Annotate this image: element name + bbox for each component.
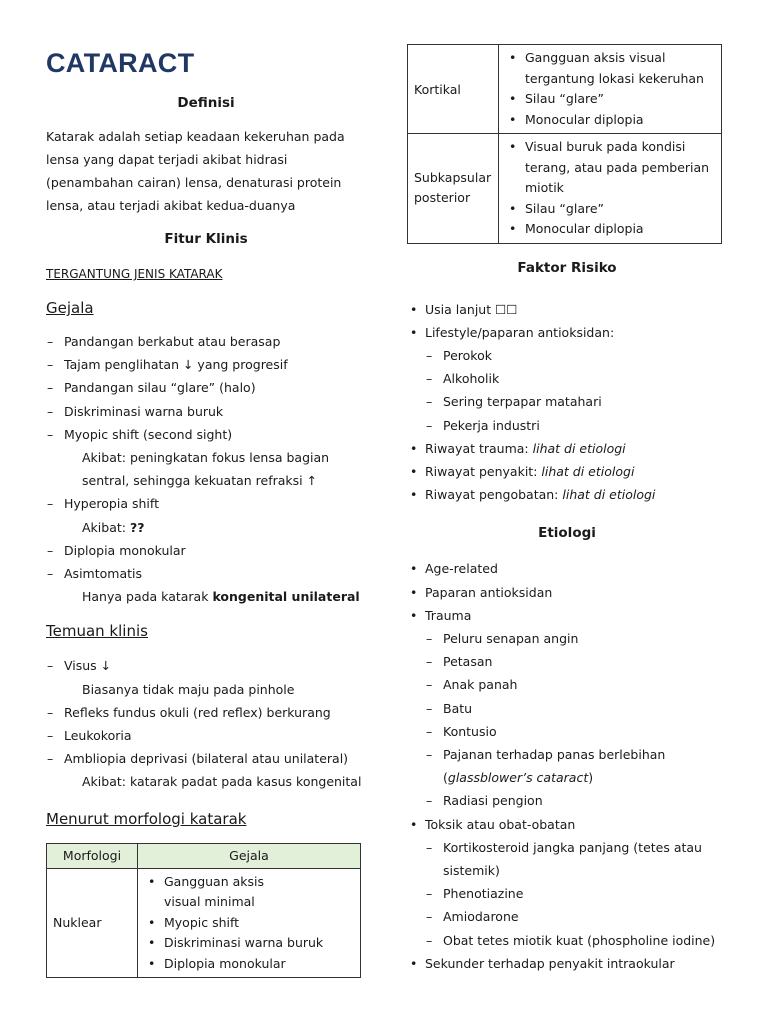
hyperopia-note — [46, 516, 366, 539]
faktor-risiko-list — [407, 298, 727, 507]
list-item: – Leukokoria — [46, 724, 366, 747]
nuklear-label: Nuklear — [47, 868, 138, 978]
subkapsular-label-1: Subkapsular — [414, 170, 492, 186]
hyperopia-note-bold: ?? — [129, 519, 145, 535]
trauma-sublist — [425, 627, 727, 813]
list-item: • Visual buruk pada kondisi terang, atau pada pemberian miotik — [507, 137, 715, 199]
usia-text: • Usia lanjut ☐☐ — [425, 298, 727, 321]
list-item — [425, 743, 727, 789]
list-item: – Kontusio — [425, 720, 727, 743]
pajanan-ital: glassblower’s cataract — [447, 770, 589, 786]
list-item: – Sering terpapar matahari — [425, 390, 727, 413]
morfologi-table — [46, 843, 361, 979]
right-column — [407, 44, 727, 975]
list-item: – Batu — [425, 697, 727, 720]
list-item: • Silau “glare” — [507, 89, 717, 110]
riwayat-pengobatan — [425, 483, 727, 506]
col-gejala-header: Gejala — [138, 843, 361, 868]
trauma-ital: lihat di etiologi — [532, 440, 626, 456]
gejala-list — [46, 330, 366, 608]
list-item: • Gangguan aksis visual tergantung lokasi kekeruhan — [507, 48, 710, 89]
ambliopia-note: Akibat: katarak padat pada kasus kongenital — [82, 774, 362, 790]
list-item — [407, 483, 727, 506]
list-item: • Diplopia monokular — [146, 954, 356, 975]
table-row — [47, 868, 361, 978]
asim-note-bold: kongenital unilateral — [212, 589, 360, 605]
list-item: • Monocular diplopia — [507, 110, 717, 131]
list-item: – Pandangan silau “glare” (halo) — [46, 376, 366, 399]
list-item — [425, 836, 727, 882]
subkapsular-gejala — [499, 134, 722, 244]
list-item: – Diskriminasi warna buruk — [46, 400, 366, 423]
kortikal-gejala — [499, 45, 722, 134]
list-item: – Refleks fundus okuli (red reflex) berkurang — [46, 701, 366, 724]
riwayat-trauma — [425, 437, 727, 460]
list-item: – Myopic shift (second sight) — [46, 423, 366, 446]
toksik-text: • Toksik atau obat-obatan — [425, 813, 727, 836]
list-item: • Diskriminasi warna buruk — [146, 933, 356, 954]
list-item — [407, 581, 727, 604]
age-related-text: • Age-related — [425, 557, 727, 580]
list-item — [407, 460, 727, 483]
list-item: • Gangguan aksis visual minimal — [146, 872, 294, 913]
kortikal-label: Kortikal — [408, 45, 499, 134]
tergantung-jenis-label: TERGANTUNG JENIS KATARAK — [46, 267, 223, 281]
list-item: – Asimtomatis — [46, 562, 366, 585]
paparan-text: • Paparan antioksidan — [425, 581, 727, 604]
subkapsular-label — [408, 134, 499, 244]
list-item: • Monocular diplopia — [507, 219, 717, 240]
fitur-klinis-heading: Fitur Klinis — [164, 231, 248, 247]
col-morfologi-header: Morfologi — [47, 843, 138, 868]
hyperopia-note-prefix: Akibat: — [82, 519, 130, 535]
temuan-klinis-heading: Temuan klinis — [46, 622, 148, 641]
list-item — [407, 321, 727, 437]
list-item: – Pekerja industri — [425, 414, 727, 437]
lifestyle-sublist — [425, 344, 727, 437]
pajanan-close: ) — [588, 770, 594, 786]
faktor-risiko-heading: Faktor Risiko — [517, 259, 617, 276]
list-item: – Hyperopia shift — [46, 492, 366, 515]
pajanan-open: ( — [443, 770, 448, 786]
page-title: CATARACT — [46, 48, 195, 78]
list-item: – Tajam penglihatan ↓ yang progresif — [46, 353, 366, 376]
list-item — [407, 557, 727, 580]
asim-note-prefix: Hanya pada katarak — [82, 589, 213, 605]
subkapsular-label-2: posterior — [414, 190, 471, 206]
gejala-heading: Gejala — [46, 299, 94, 317]
list-item: – Phenotiazine — [425, 882, 727, 905]
list-item: – Peluru senapan angin — [425, 627, 727, 650]
asimtomatis-note — [46, 585, 366, 608]
pengobatan-prefix: Riwayat pengobatan: — [425, 487, 563, 503]
penyakit-prefix: Riwayat penyakit: — [425, 463, 542, 479]
morfologi-table-continued — [407, 44, 722, 244]
list-item: – Ambliopia deprivasi (bilateral atau unilateral) — [46, 747, 366, 770]
etiologi-list — [407, 557, 727, 975]
pajanan-line-1: – Pajanan terhadap panas berlebihan — [443, 746, 666, 762]
trauma-prefix: Riwayat trauma: — [425, 440, 533, 456]
pajanan-line-2 — [443, 766, 727, 789]
morfologi-heading: Menurut morfologi katarak — [46, 809, 247, 828]
list-item: – Radiasi pengion — [425, 789, 727, 812]
list-item: – Alkoholik — [425, 367, 727, 390]
table-row — [408, 134, 722, 244]
list-item: – Amiodarone — [425, 905, 727, 928]
kortiko-line-2: sistemik) — [443, 862, 500, 878]
pengobatan-ital: lihat di etiologi — [562, 487, 656, 503]
list-item: – Visus ↓ — [46, 654, 366, 677]
list-item — [407, 604, 727, 813]
list-item: – Petasan — [425, 650, 727, 673]
penyakit-ital: lihat di etiologi — [541, 463, 635, 479]
temuan-list — [46, 654, 366, 793]
toksik-sublist — [425, 836, 727, 952]
definisi-text: Katarak adalah setiap keadaan kekeruhan pada lensa yang dapat terjadi akibat hidrasi (penambahan cairan) lensa, denaturasi protein lensa, atau terjadi akibat kedua-duanya — [46, 129, 345, 213]
left-column — [46, 44, 366, 978]
lifestyle-text: • Lifestyle/paparan antioksidan: — [425, 321, 727, 344]
trauma-text: • Trauma — [425, 604, 727, 627]
list-item: – Pandangan berkabut atau berasap — [46, 330, 366, 353]
list-item: – Diplopia monokular — [46, 539, 366, 562]
list-item: – Obat tetes miotik kuat (phospholine iodine) — [425, 929, 727, 952]
visus-note: Biasanya tidak maju pada pinhole — [82, 681, 295, 697]
etiologi-heading: Etiologi — [538, 525, 596, 542]
list-item — [407, 813, 727, 952]
table-row — [408, 45, 722, 134]
list-item — [407, 437, 727, 460]
list-item — [407, 298, 727, 321]
myopic-note-2: sentral, sehingga kekuatan refraksi ↑ — [82, 473, 318, 489]
kortiko-line-1: – Kortikosteroid jangka panjang (tetes atau — [443, 839, 702, 855]
table-header-row — [47, 843, 361, 868]
sekunder-text: • Sekunder terhadap penyakit intraokular — [425, 952, 727, 975]
list-item: – Perokok — [425, 344, 727, 367]
list-item — [407, 952, 727, 975]
nuklear-gejala — [138, 868, 361, 978]
riwayat-penyakit — [425, 460, 727, 483]
list-item: • Myopic shift — [146, 913, 356, 934]
list-item: – Anak panah — [425, 673, 727, 696]
myopic-note-1: Akibat: peningkatan fokus lensa bagian — [82, 450, 330, 466]
list-item: • Silau “glare” — [507, 199, 717, 220]
definisi-heading: Definisi — [177, 95, 235, 111]
